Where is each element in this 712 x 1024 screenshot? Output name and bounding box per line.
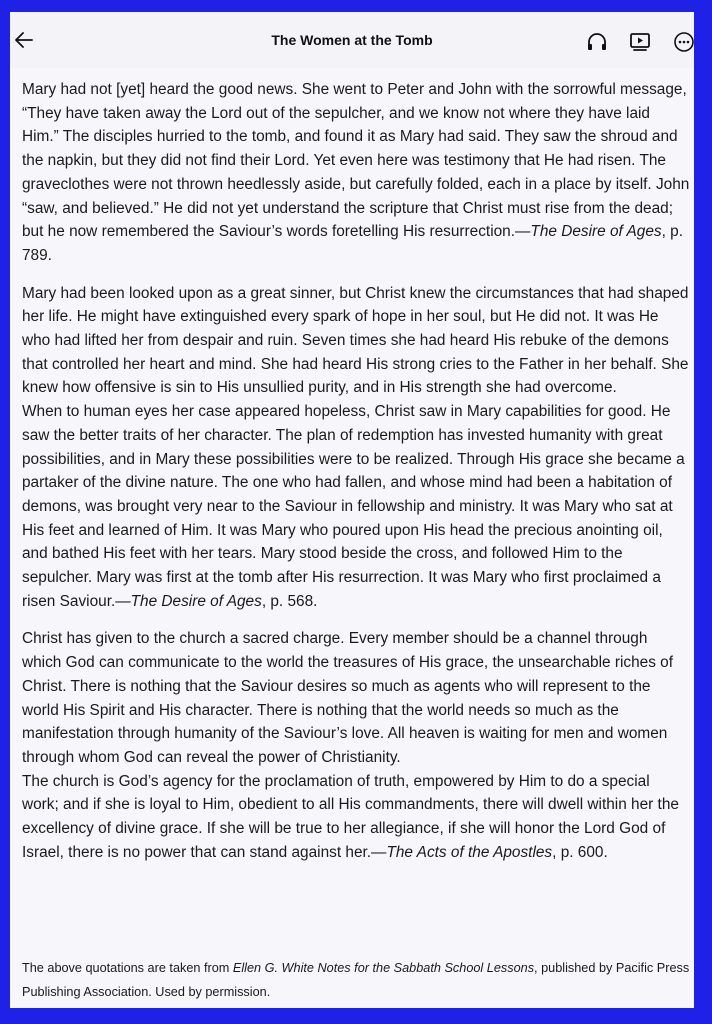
reader-screen <box>10 12 694 1008</box>
paragraph: Mary had been looked upon as a great sinner, but Christ knew the circumstances that had shaped her life. He might have extinguished every spark of hope in her soul, but He did not. It was He who had lifted her from despair and ruin. Seven times she had heard His rebuke of the demons that controlled her heart and mind. She had heard His strong cries to the Father in her behalf. She knew how offensive is sin to His unsullied purity, and in His strength she had overcome. <box>22 284 689 397</box>
paragraph: Mary had not [yet] heard the good news. She went to Peter and John with the sorrowful message, “They have taken away the Lord out of the sepulcher, and we know not where they have laid Him.” The disciples hurried to the tomb, and found it as Mary had said. They saw the shroud and the napkin, but they did not find their Lord. Yet even here was testimony that He had risen. The graveclothes were not thrown heedlessly aside, but carefully folded, each in a place by itself. John “saw, and believed.” He did not yet understand the scripture that Christ must rise from the dead; but he now remembered the Saviour’s words foretelling His resurrection.—The Desire of Ages, p. 789. <box>22 81 690 264</box>
paragraph: When to human eyes her case appeared hopeless, Christ saw in Mary capabilities for good. He saw the better traits of her character. The plan of redemption has invested humanity with great possibilities, and in Mary these possibilities were to be realized. Through His grace she became a partaker of the divine nature. The one who had fallen, and whose mind had been a habitation of demons, was brought very near to the Saviour in fellowship and ministry. It was Mary who sat at His feet and learned of Him. It was Mary who poured upon His head the precious anointing oil, and bathed His feet with her tears. Mary stood beside the cross, and followed Him to the sepulcher. Mary was first at the tomb after His resurrection. It was Mary who first proclaimed a risen Saviour.—The Desire of Ages, p. 568. <box>22 403 685 610</box>
attribution-note: The above quotations are taken from Ellen G. White Notes for the Sabbath School Lessons, published by Pacific Press Publishing Association. Used by permission. <box>22 961 690 999</box>
more-options-icon[interactable] <box>672 30 694 54</box>
page-title: The Women at the Tomb <box>271 32 433 48</box>
paragraph: The church is God’s agency for the proclamation of truth, empowered by Him to do a special work; and if she is loyal to Him, obedient to all His commandments, there will dwell within her the excellency of divine grace. If she will be true to her allegiance, if she will honor the Lord God of Israel, there is no power that can stand against her.—The Acts of the Apostles, p. 600. <box>22 772 679 861</box>
article-body <box>22 78 690 865</box>
play-video-icon[interactable] <box>628 30 652 54</box>
paragraph: Christ has given to the church a sacred charge. Every member should be a channel through which God can communicate to the world the treasures of His grace, the unsearchable riches of Christ. There is nothing that the Saviour desires so much as agents who will represent to the world His Spirit and His character. There is nothing that the world needs so much as the manifestation through humanity of the Saviour’s love. All heaven is waiting for men and women through whom God can reveal the power of Christianity. <box>22 630 674 766</box>
back-arrow-icon[interactable] <box>12 28 36 52</box>
headphones-icon[interactable] <box>585 30 609 54</box>
top-bar <box>10 12 694 68</box>
